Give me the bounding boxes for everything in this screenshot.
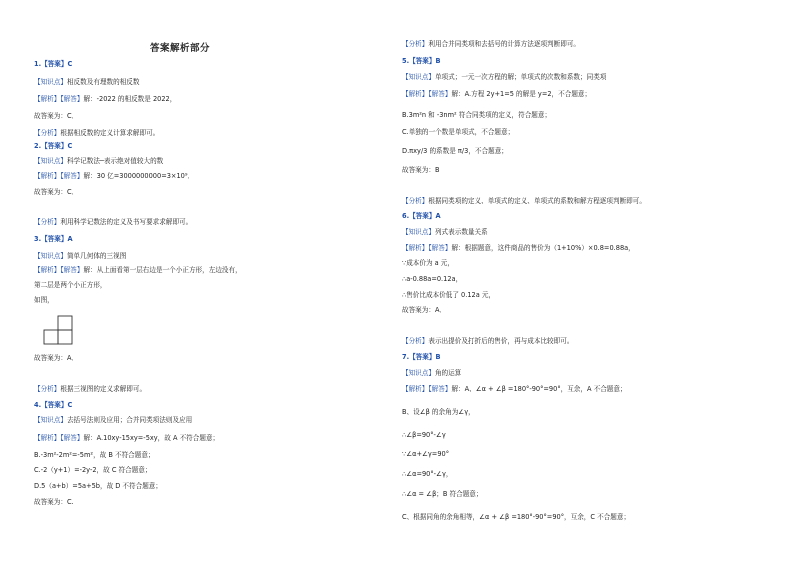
- option-c-line-5: C.单独的一个数是单项式，不合题意；: [402, 128, 515, 136]
- solution-line-4: 【解析】【解答】解：A.10xy-15xy=-5xy，故 A 不符合题意；: [34, 434, 220, 442]
- answer-line-6: 6.【答案】A: [402, 212, 441, 220]
- solution-line-3: 【解析】【解答】解：从上面看第一层右边是一个小正方形，左边没有，: [34, 266, 242, 274]
- conclusion-line-5: 故答案为：B: [402, 166, 440, 174]
- analysis-line-2: 【分析】利用科学记数法的定义及书写要求求解即可。: [34, 218, 193, 226]
- analysis-line-3: 【分析】根据三视图的定义求解即可。: [34, 385, 147, 393]
- analysis-line-5: 【分析】根据同类项的定义、单项式的定义、单项式的系数和解方程逐项判断即可。: [402, 197, 646, 205]
- knowledge-line-5: 【知识点】单项式；一元一次方程的解；单项式的次数和系数；同类项: [402, 73, 607, 81]
- solution-line-2: 【解析】【解答】解：30 亿=3000000000=3×10⁹．: [34, 172, 195, 180]
- option-b-line-4: B.-3m²-2m²=-5m²，故 B 不符合题意；: [34, 451, 155, 459]
- answer-line-5: 5.【答案】B: [402, 57, 441, 65]
- analysis-line-1: 【分析】根据相反数的定义计算求解即可。: [34, 129, 160, 137]
- knowledge-line-1: 【知识点】相反数及有理数的相反数: [34, 78, 140, 86]
- knowledge-line-3: 【知识点】简单几何体的三视图: [34, 252, 127, 260]
- analysis-line-4: 【分析】利用合并同类项和去括号的计算方法逐项判断即可。: [402, 40, 581, 48]
- step-line-7a: ∴∠β=90°-∠γ: [402, 431, 446, 439]
- step-line-6c: ∴售价比成本价低了 0.12a 元，: [402, 291, 496, 299]
- option-d-line-4: D.5（a+b）=5a+5b，故 D 不符合题意；: [34, 482, 162, 490]
- option-b-line-7: B、设∠β 的余角为∠γ，: [402, 408, 475, 416]
- step-line-6b: ∴a-0.88a=0.12a，: [402, 275, 463, 283]
- conclusion-line-6: 故答案为：A．: [402, 306, 447, 314]
- step-line-6a: ∵成本价为 a 元，: [402, 259, 454, 267]
- conclusion-line-3: 故答案为：A．: [34, 354, 79, 362]
- conclusion-line-2: 故答案为：C．: [34, 188, 79, 196]
- knowledge-line-6: 【知识点】列式表示数量关系: [402, 228, 488, 236]
- option-d-line-5: D.πxy/3 的系数是 π/3，不合题意；: [402, 147, 508, 155]
- analysis-line-6: 【分析】表示出提价及打折后的售价，再与成本比较即可。: [402, 337, 574, 345]
- knowledge-line-7: 【知识点】角的运算: [402, 369, 462, 377]
- answer-line-1: 1.【答案】C: [34, 60, 73, 68]
- conclusion-line-1: 故答案为：C．: [34, 112, 79, 120]
- option-b-line-5: B.3m²n 和 -3nm² 符合同类项的定义，符合题意；: [402, 111, 552, 119]
- knowledge-line-4: 【知识点】去括号法则及应用；合并同类项法则及应用: [34, 416, 193, 424]
- step-line-7c: ∴∠α=90°-∠γ，: [402, 470, 453, 478]
- conclusion-line-4: 故答案为：C.: [34, 498, 74, 506]
- option-c-line-4: C.-2（y+1）=-2y-2，故 C 符合题意；: [34, 466, 152, 474]
- solution-line-5: 【解析】【解答】解：A.方程 2y+1=5 的解是 y=2，不合题意；: [402, 90, 592, 98]
- solution-line-6: 【解析】【解答】解：根据题意，这件商品的售价为（1+10%）×0.8=0.88a，: [402, 244, 635, 252]
- page-title: 答案解析部分: [150, 43, 211, 54]
- answer-line-4: 4.【答案】C: [34, 401, 73, 409]
- answer-line-7: 7.【答案】B: [402, 353, 441, 361]
- knowledge-line-2: 【知识点】科学记数法─表示绝对值较大的数: [34, 157, 164, 165]
- answer-line-3: 3.【答案】A: [34, 235, 73, 243]
- answer-line-2: 2.【答案】C: [34, 142, 73, 150]
- top-view-figure: [43, 315, 73, 345]
- solution-line-1: 【解析】【解答】解：-2022 的相反数是 2022，: [34, 95, 177, 103]
- step-line-7b: ∵∠α+∠γ=90°: [402, 450, 450, 458]
- figure-caption: 如图，: [34, 296, 54, 304]
- solution-line-3b: 第二层是两个小正方形，: [34, 281, 107, 289]
- step-line-7d: ∴∠α = ∠β；B 符合题意；: [402, 490, 483, 498]
- solution-line-7: 【解析】【解答】解：A、∠α + ∠β =180°-90°=90°，互余，A 不合题意；: [402, 385, 627, 393]
- option-c-line-7: C、根据同角的余角相等，∠α + ∠β =180°-90°=90°，互余，C 不合题意；: [402, 513, 631, 521]
